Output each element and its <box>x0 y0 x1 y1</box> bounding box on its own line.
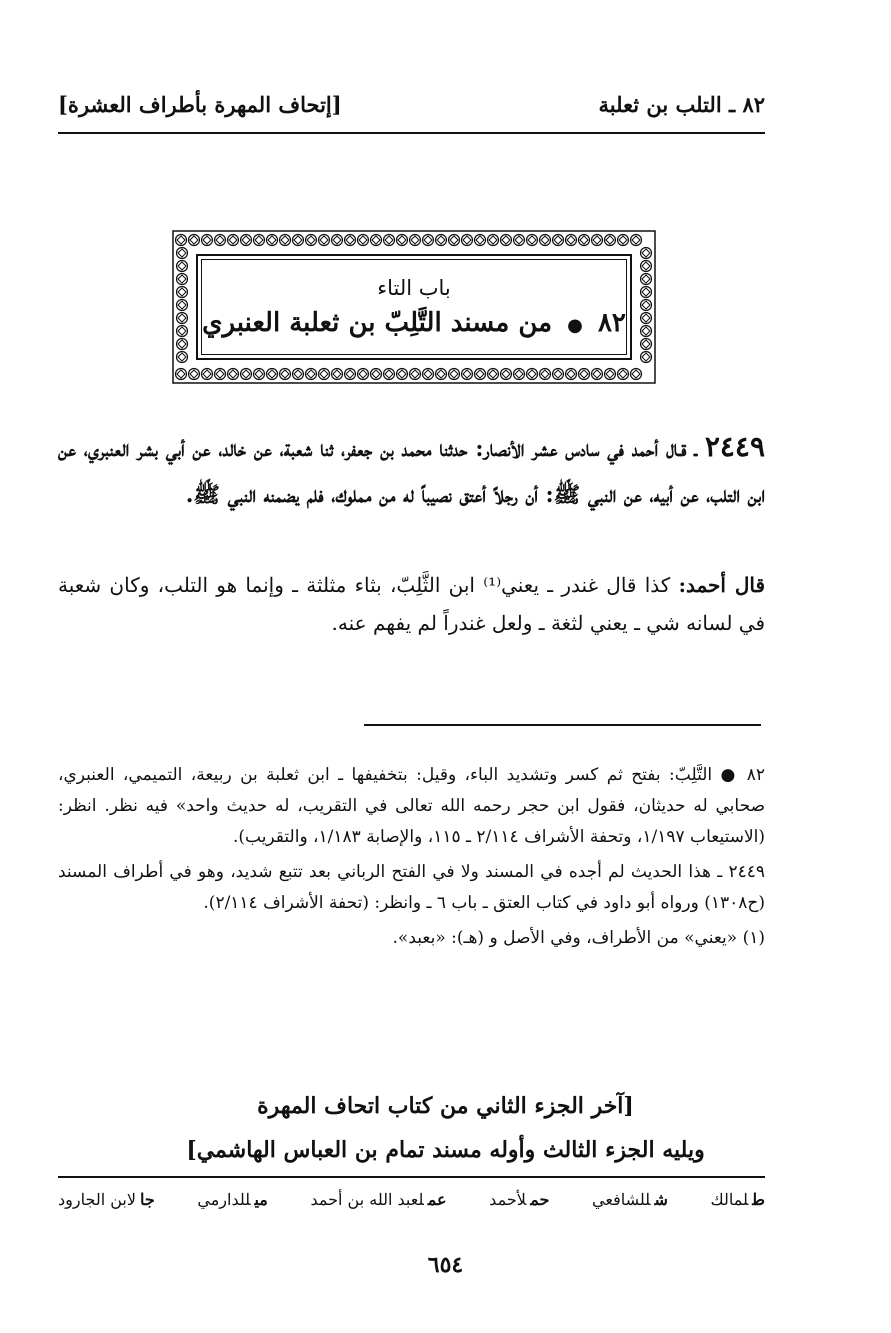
ornament-motif <box>241 369 252 380</box>
chapter-title-text: من مسند التَّلِبّ بن ثعلبة العنبري <box>202 308 553 338</box>
book-title: [إتحاف المهرة بأطراف العشرة] <box>58 91 342 117</box>
ornament-motif <box>540 369 551 380</box>
ornament-motif <box>177 313 188 324</box>
ornament-motif <box>423 369 434 380</box>
ornament-motif <box>462 369 473 380</box>
ornament-motif <box>319 235 330 246</box>
header-rule <box>58 132 765 134</box>
ornament-motif <box>280 235 291 246</box>
ornament-motif <box>641 339 652 350</box>
footnotes <box>58 760 765 958</box>
running-header <box>58 86 765 122</box>
ornament-motif <box>358 235 369 246</box>
ornament-motif <box>488 235 499 246</box>
volume-end-note <box>0 1084 891 1172</box>
ornament-motif <box>215 235 226 246</box>
page-number: ٦٥٤ <box>427 1252 464 1278</box>
ornament-motif <box>176 235 187 246</box>
ornament-motif <box>641 274 652 285</box>
ornament-motif <box>177 352 188 363</box>
ornament-motif <box>306 369 317 380</box>
ornament-motif <box>177 248 188 259</box>
ornament-motif <box>514 235 525 246</box>
bullet-icon: ● <box>567 315 583 336</box>
commentary-lead: قال أحمد: <box>678 573 766 597</box>
ornament-motif <box>189 235 200 246</box>
ornament-motif <box>319 369 330 380</box>
ornament-motif <box>527 235 538 246</box>
ornament-motif <box>641 326 652 337</box>
ornament-motif <box>189 369 200 380</box>
ornament-motif <box>449 369 460 380</box>
ornament-motif <box>177 300 188 311</box>
ornament-motif <box>358 369 369 380</box>
ornament-motif <box>631 369 642 380</box>
ornament-motif <box>579 235 590 246</box>
ornament-motif <box>397 235 408 246</box>
ornament-motif <box>410 235 421 246</box>
chapter-title-box <box>196 254 632 360</box>
ornament-motif <box>267 369 278 380</box>
ornament-motif <box>501 235 512 246</box>
ornament-motif <box>345 235 356 246</box>
ornament-motif <box>579 369 590 380</box>
ornament-motif <box>332 369 343 380</box>
endnote-line-2: ويليه الجزء الثالث وأوله مسند تمام بن العباس الهاشمي] <box>186 1137 705 1163</box>
commentary-body: كذا قال غندر ـ يعني⁽¹⁾ ابن الثَّلِبّ، بثاء مثلثة ـ وإنما هو التلب، وكان شعبة في لسانه شي ـ يعني لثغة ـ ولعل غندراً لم يفهم عنه. <box>58 573 765 635</box>
ornament-motif <box>514 369 525 380</box>
ornament-motif <box>228 235 239 246</box>
abbrev-item: شللشافعي <box>592 1190 668 1209</box>
ornament-motif <box>254 369 265 380</box>
endnote-line-1: [آخر الجزء الثاني من كتاب اتحاف المهرة <box>257 1093 634 1119</box>
hadith-text <box>58 424 765 518</box>
ornament-motif <box>371 235 382 246</box>
abbrev-item: طلمالك <box>710 1190 765 1209</box>
chapter-label: باب التاء <box>377 276 451 300</box>
ornament-motif <box>631 235 642 246</box>
ornament-motif <box>605 235 616 246</box>
ornamental-chapter-frame <box>172 230 656 384</box>
ornament-motif <box>553 369 564 380</box>
ornament-motif <box>641 313 652 324</box>
ornament-motif <box>177 326 188 337</box>
ornament-motif <box>553 235 564 246</box>
ornament-motif <box>501 369 512 380</box>
ornament-motif <box>345 369 356 380</box>
ornament-motif <box>566 235 577 246</box>
commentary <box>58 566 765 642</box>
ornament-motif <box>423 235 434 246</box>
ornament-motif <box>177 339 188 350</box>
hadith-body: ـ قـال أحمد في سادس عشر الأنصار: حدثنا محمد بن جعفر، ثنا شعبة، عن خالد، عن أبي بشر العنبري، عن ابن التلب، عن أبيه، عن النبي ﷺ: أن رجلاً أعتق نصيباً له من مملوك، فلم يضمنه النبي ﷺ. <box>58 436 765 508</box>
ornament-motif <box>371 369 382 380</box>
ornament-motif <box>641 352 652 363</box>
ornament-motif <box>449 235 460 246</box>
ornament-motif <box>176 369 187 380</box>
ornament-motif <box>228 369 239 380</box>
ornament-motif <box>332 235 343 246</box>
ornament-motif <box>241 235 252 246</box>
ornament-motif <box>177 287 188 298</box>
ornament-motif <box>462 235 473 246</box>
footnote-1: ٨٢ ● التَّلِبّ: بفتح ثم كسر وتشديد الباء، وقيل: بتخفيفها ـ ابن ثعلبة بن ربيعة، التميمي، العنبري، صحابي له حديثان، فقول ابن حجر رحمه الله تعالى في التقريب، له حديث واحد» فيه نظر. انظر: (الاستيعاب ١/١٩٧، وتحفة الأشراف ٢/١١٤ ـ ١١٥، والإصابة ١/١٨٣، والتقريب). <box>58 765 765 847</box>
abbrev-item: ميللدارمي <box>197 1190 268 1209</box>
chapter-number: ٨٢ <box>597 308 626 338</box>
abbrev-item: عملعبد الله بن أحمد <box>310 1190 447 1209</box>
abbreviation-legend <box>58 1190 765 1209</box>
ornament-motif <box>177 274 188 285</box>
hadith-number: ٢٤٤٩ <box>704 430 765 463</box>
ornament-motif <box>566 369 577 380</box>
ornament-motif <box>397 369 408 380</box>
ornament-motif <box>641 287 652 298</box>
bottom-rule <box>58 1176 765 1178</box>
ornament-motif <box>641 300 652 311</box>
ornament-motif <box>527 369 538 380</box>
ornament-motif <box>293 235 304 246</box>
ornament-motif <box>202 369 213 380</box>
ornament-motif <box>641 248 652 259</box>
ornament-motif <box>436 369 447 380</box>
ornament-motif <box>488 369 499 380</box>
ornament-motif <box>280 369 291 380</box>
ornament-motif <box>592 369 603 380</box>
ornament-motif <box>254 235 265 246</box>
abbrev-item: حملأحمد <box>489 1190 550 1209</box>
ornament-motif <box>618 235 629 246</box>
ornament-motif <box>618 369 629 380</box>
footnote-3: (١) «يعني» من الأطراف، وفي الأصل و (هـ): «بعبد». <box>392 928 765 948</box>
ornament-motif <box>306 235 317 246</box>
abbrev-item: جالابن الجارود <box>58 1190 155 1209</box>
footnote-2: ٢٤٤٩ ـ هذا الحديث لم أجده في المسند ولا في الفتح الرباني بعد تتبع شديد، وهو في أطراف المسند (ح١٣٠٨) ورواه أبو داود في كتاب العتق ـ باب ٦ ـ وانظر: (تحفة الأشراف ٢/١١٤). <box>58 862 765 913</box>
ornament-motif <box>475 369 486 380</box>
chapter-title <box>202 308 626 338</box>
ornament-motif <box>293 369 304 380</box>
footnote-separator <box>364 724 761 726</box>
ornament-motif <box>384 235 395 246</box>
ornament-motif <box>177 261 188 272</box>
ornament-motif <box>267 235 278 246</box>
ornament-motif <box>410 369 421 380</box>
ornament-motif <box>605 369 616 380</box>
ornament-motif <box>202 235 213 246</box>
ornament-motif <box>475 235 486 246</box>
chapter-heading: ٨٢ ـ التلب بن ثعلبة <box>598 91 765 117</box>
ornament-motif <box>641 261 652 272</box>
ornament-motif <box>436 235 447 246</box>
ornament-motif <box>215 369 226 380</box>
ornament-motif <box>384 369 395 380</box>
ornament-motif <box>540 235 551 246</box>
ornament-motif <box>592 235 603 246</box>
